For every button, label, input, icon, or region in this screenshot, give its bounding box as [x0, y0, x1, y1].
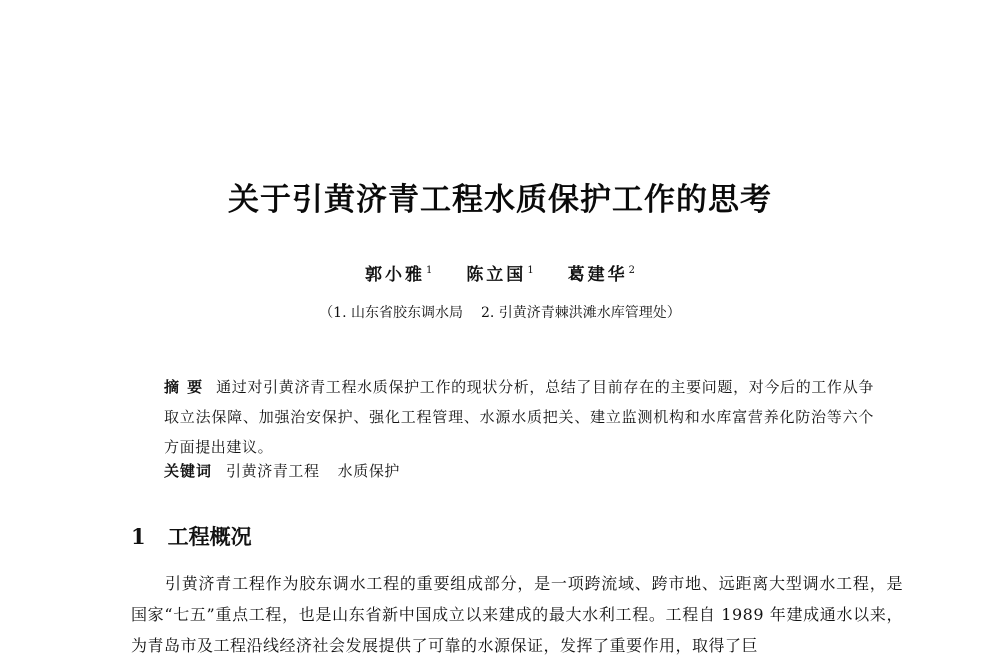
author-affiliation-mark: 2: [628, 265, 635, 276]
abstract-text: 通过对引黄济青工程水质保护工作的现状分析，总结了目前存在的主要问题，对今后的工作从争取立法保障、加强治安保护、强化工程管理、水源水质把关、建立监测机构和水库富营养化防治等六个方面提出建议。: [164, 378, 874, 456]
author-affiliation-mark: 1: [527, 265, 534, 276]
author: [466, 258, 533, 288]
author-name: 陈立国: [466, 265, 527, 285]
keyword: 水质保护: [337, 462, 401, 480]
section-number: 1: [131, 524, 146, 549]
author: [568, 258, 635, 288]
section-heading: [131, 520, 252, 554]
author-list: [0, 258, 1000, 288]
affiliation-line: [0, 302, 1000, 324]
affiliation-1: （1. 山东省胶东调水局: [319, 305, 463, 321]
affiliation-2: 2. 引黄济青棘洪滩水库管理处）: [481, 305, 681, 321]
abstract-label: 摘要: [164, 378, 211, 396]
abstract: [164, 372, 874, 462]
author: [365, 258, 432, 288]
keywords: [164, 456, 874, 486]
keywords-label: 关键词: [164, 462, 213, 480]
author-name: 葛建华: [567, 265, 628, 285]
paper-title: 关于引黄济青工程水质保护工作的思考: [228, 182, 772, 218]
section-title: 工程概况: [167, 524, 252, 549]
body-paragraph: 引黄济青工程作为胶东调水工程的重要组成部分，是一项跨流域、跨市地、远距离大型调水工程，是国家“七五”重点工程，也是山东省新中国成立以来建成的最大水利工程。工程自 1989 年建成通水以来，为青岛市及工程沿线经济社会发展提供了可靠的水源保证，发挥了重要作用，取得了巨: [131, 574, 903, 655]
author-name: 郭小雅: [365, 265, 426, 285]
author-affiliation-mark: 1: [426, 265, 433, 276]
keyword: 引黄济青工程: [226, 462, 320, 480]
